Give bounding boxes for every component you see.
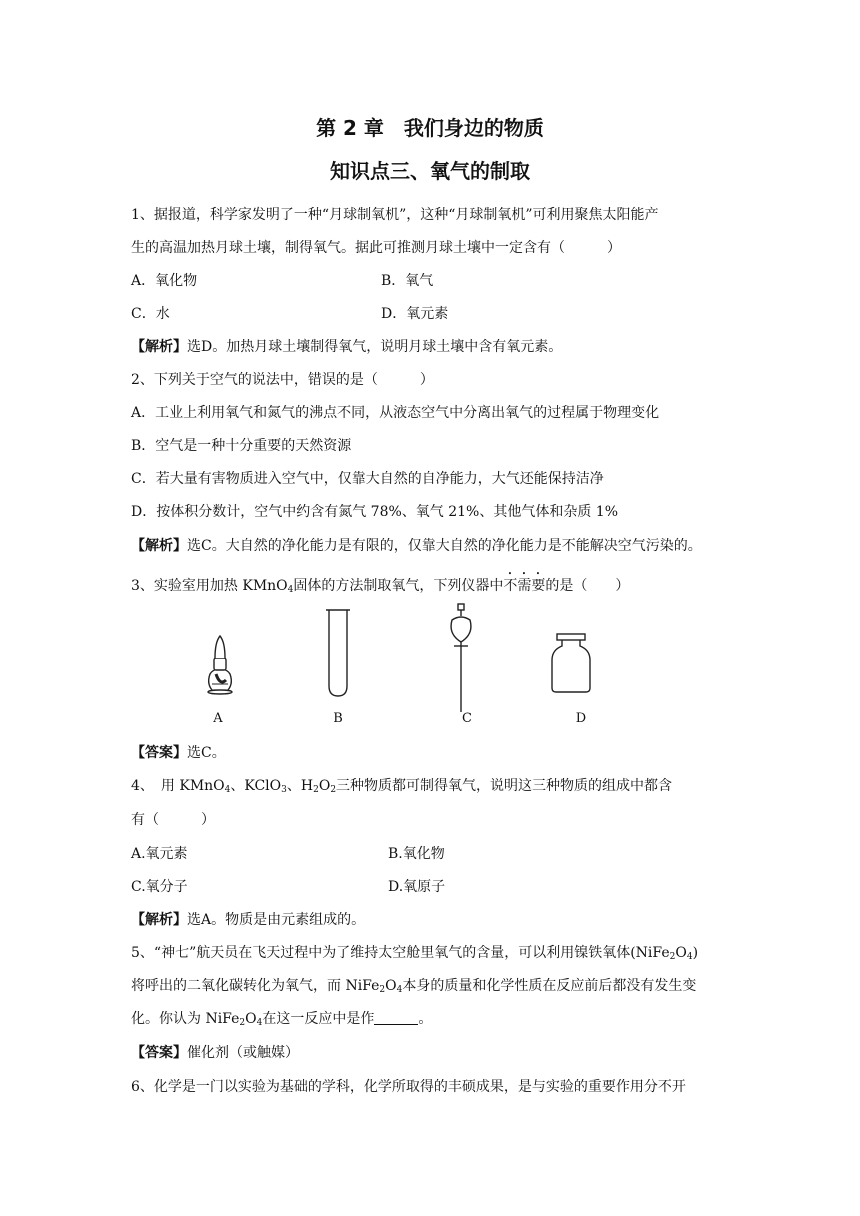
q2-option-d: D．按体积分数计，空气中约含有氮气 78%、氧气 21%、其他气体和杂质 1% [131, 504, 619, 520]
q5-line-1 [131, 944, 698, 966]
q5-text: O [245, 1011, 257, 1027]
fill-in-blank [374, 1012, 418, 1025]
q1-option-c: C．水 [131, 306, 170, 322]
subscript: 2 [313, 785, 319, 795]
analysis-text: 选D。加热月球土壤制得氧气，说明月球土壤中含有氧元素。 [187, 339, 563, 355]
q1-analysis [131, 338, 562, 356]
q4-stem [131, 777, 672, 799]
q5-text: 在这一反应中是作 [262, 1011, 375, 1027]
q5-text: O [675, 945, 687, 961]
q3-stem-text: 的是（ ） [545, 578, 630, 594]
subscript: 2 [379, 985, 386, 995]
q5-text: O [385, 978, 397, 994]
q4-options-row-2 [131, 878, 531, 896]
q3-answer [131, 744, 226, 762]
q1-options-row-1 [131, 272, 531, 290]
q4-option-b: B.氧化物 [388, 846, 445, 862]
q5-text: 本身的质量和化学性质在反应前后都没有发生变 [402, 978, 697, 994]
q4-stem-text: 、H [286, 778, 314, 794]
gas-bottle-icon [552, 634, 590, 692]
analysis-text: 选A。物质是由元素组成的。 [187, 912, 366, 928]
q5-text: 。 [418, 1011, 433, 1027]
emphasis-text: 不需要 [503, 578, 546, 594]
q1-option-b: B．氧气 [381, 273, 434, 289]
q1-line-2: 生的高温加热月球土壤，制得氧气。据此可推测月球土壤中一定含有（ ） [131, 240, 621, 256]
q6-line-1: 6、化学是一门以实验为基础的学科，化学所取得的丰硕成果，是与实验的重要作用分不开 [131, 1079, 686, 1095]
q4-option-d: D.氧原子 [388, 879, 446, 895]
q5-line-2 [131, 977, 696, 999]
analysis-label: 【解析】 [131, 912, 187, 928]
q4-analysis [131, 911, 365, 929]
analysis-label: 【解析】 [131, 339, 187, 355]
q4-stem-text: 三种物质都可制得氧气，说明这三种物质的组成中都含 [336, 778, 673, 794]
figure-label-d: D [575, 711, 587, 726]
q1-option-d: D．氧元素 [381, 306, 449, 322]
alcohol-lamp-icon [208, 636, 232, 694]
q1-line-1: 1、据报道，科学家发明了一种“月球制氧机”，这种“月球制氧机”可利用聚焦太阳能产 [131, 207, 659, 223]
subscript: 4 [287, 585, 294, 595]
subscript: 3 [281, 785, 287, 795]
q4-options-row-1 [131, 845, 531, 863]
answer-text: 催化剂（或触媒） [187, 1045, 299, 1061]
q5-text: 化。你认为 NiFe [131, 1011, 240, 1027]
q4-option-a: A.氧元素 [131, 846, 188, 862]
q4-option-c: C.氧分子 [131, 879, 188, 895]
subscript: 2 [669, 952, 676, 962]
q5-text: 将呼出的二氧化碳转化为氧气，而 NiFe [131, 978, 380, 994]
q2-analysis [131, 537, 702, 555]
figure-label-b: B [333, 711, 343, 726]
q1-option-a: A．氧化物 [131, 273, 198, 289]
q5-text: ) [692, 945, 699, 961]
subscript: 4 [256, 1018, 263, 1028]
q2-option-b: B．空气是一种十分重要的天然资源 [131, 438, 352, 454]
q5-text: 5、“神七”航天员在飞天过程中为了维持太空舱里氧气的含量，可以利用镍铁氧体(NiFe [131, 945, 670, 961]
chapter-title: 第 2 章 我们身边的物质 [316, 116, 544, 140]
q3-stem-text: 3、实验室用加热 KMnO [131, 578, 288, 594]
subscript: 4 [686, 952, 693, 962]
subscript: 2 [239, 1018, 246, 1028]
analysis-text: 选C。大自然的净化能力是有限的，仅靠大自然的净化能力是不能解决空气污染的。 [187, 538, 702, 554]
q3-stem-text: 固体的方法制取氧气，下列仪器中 [293, 578, 504, 594]
analysis-label: 【解析】 [131, 538, 187, 554]
q5-answer [131, 1044, 299, 1062]
answer-text: 选C。 [187, 745, 226, 761]
q2-stem: 2、下列关于空气的说法中，错误的是（ ） [131, 372, 434, 388]
test-tube-icon [326, 610, 350, 696]
subscript: 4 [396, 985, 403, 995]
figure-label-c: C [462, 711, 472, 726]
figure-label-a: A [213, 711, 223, 726]
q5-line-3 [131, 1010, 432, 1032]
q4-line-2: 有（ ） [131, 812, 215, 828]
q4-stem-text: 、KClO [230, 778, 282, 794]
section-title: 知识点三、氧气的制取 [330, 159, 530, 183]
q4-stem-text: 4、 用 KMnO [131, 778, 225, 794]
q3-stem [131, 570, 629, 599]
answer-label: 【答案】 [131, 745, 187, 761]
funnel-icon [451, 604, 471, 712]
answer-label: 【答案】 [131, 1045, 187, 1061]
q1-options-row-2 [131, 305, 531, 323]
q2-option-c: C．若大量有害物质进入空气中，仅靠大自然的自净能力，大气还能保持洁净 [131, 471, 604, 487]
subscript: 2 [330, 785, 337, 795]
q2-option-a: A．工业上利用氧气和氮气的沸点不同，从液态空气中分离出氧气的过程属于物理变化 [131, 405, 660, 421]
apparatus-figure [190, 600, 630, 740]
subscript: 4 [224, 785, 231, 795]
q4-stem-text: O [318, 778, 331, 794]
